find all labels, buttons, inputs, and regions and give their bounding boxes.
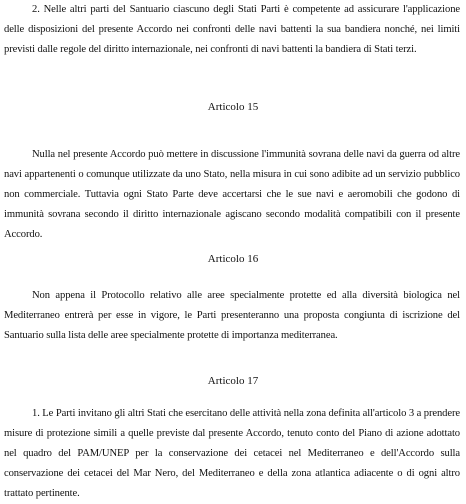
heading-article-17: Articolo 17	[207, 375, 259, 387]
heading-article-16: Articolo 16	[207, 253, 259, 265]
heading-article-15: Articolo 15	[207, 101, 259, 113]
paragraph-article-16: Non appena il Protocollo relativo alle aree specialmente protette ed alla diversità biologica nel Mediterraneo entrerà per esse in vigore, le Parti presenteranno una proposta congiunta di iscrizione del Santuario sulla lista delle aree specialmente protette di importanza mediterranea.	[4, 290, 460, 341]
paragraph-article-17-1: 1. Le Parti invitano gli altri Stati che esercitano delle attività nella zona definita all'articolo 3 a prendere misure di protezione simili a quelle previste dal presente Accordo, tenuto conto del Piano di azione adottato nel quadro del PAM/UNEP per la conservazione dei cetacei nel Mediterraneo e dell'Accordo sulla conservazione dei cetacei del Mar Nero, del Mediterraneo e della zona atlantica adiacente o di ogni altro trattato pertinente.	[4, 408, 460, 499]
paragraph-article-14-2: 2. Nelle altri parti del Santuario ciascuno degli Stati Parti è competente ad assicurare l'applicazione delle disposizioni del presente Accordo nei confronti delle navi battenti la sua bandiera nonché, nei limiti previsti dalle regole del diritto internazionale, nei confronti di navi battenti la bandiera di Stati terzi.	[4, 4, 460, 55]
paragraph-article-15: Nulla nel presente Accordo può mettere in discussione l'immunità sovrana delle navi da guerra od altre navi appartenenti o comunque utilizzate da uno Stato, nella misura in cui sono adibite ad un servizio pubblico non commerciale. Tuttavia ogni Stato Parte deve accertarsi che le sue navi e aeromobili che godono di immunità sovrana secondo il diritto internazionale agiscano secondo modalità compatibili con il presente Accordo.	[4, 149, 460, 240]
